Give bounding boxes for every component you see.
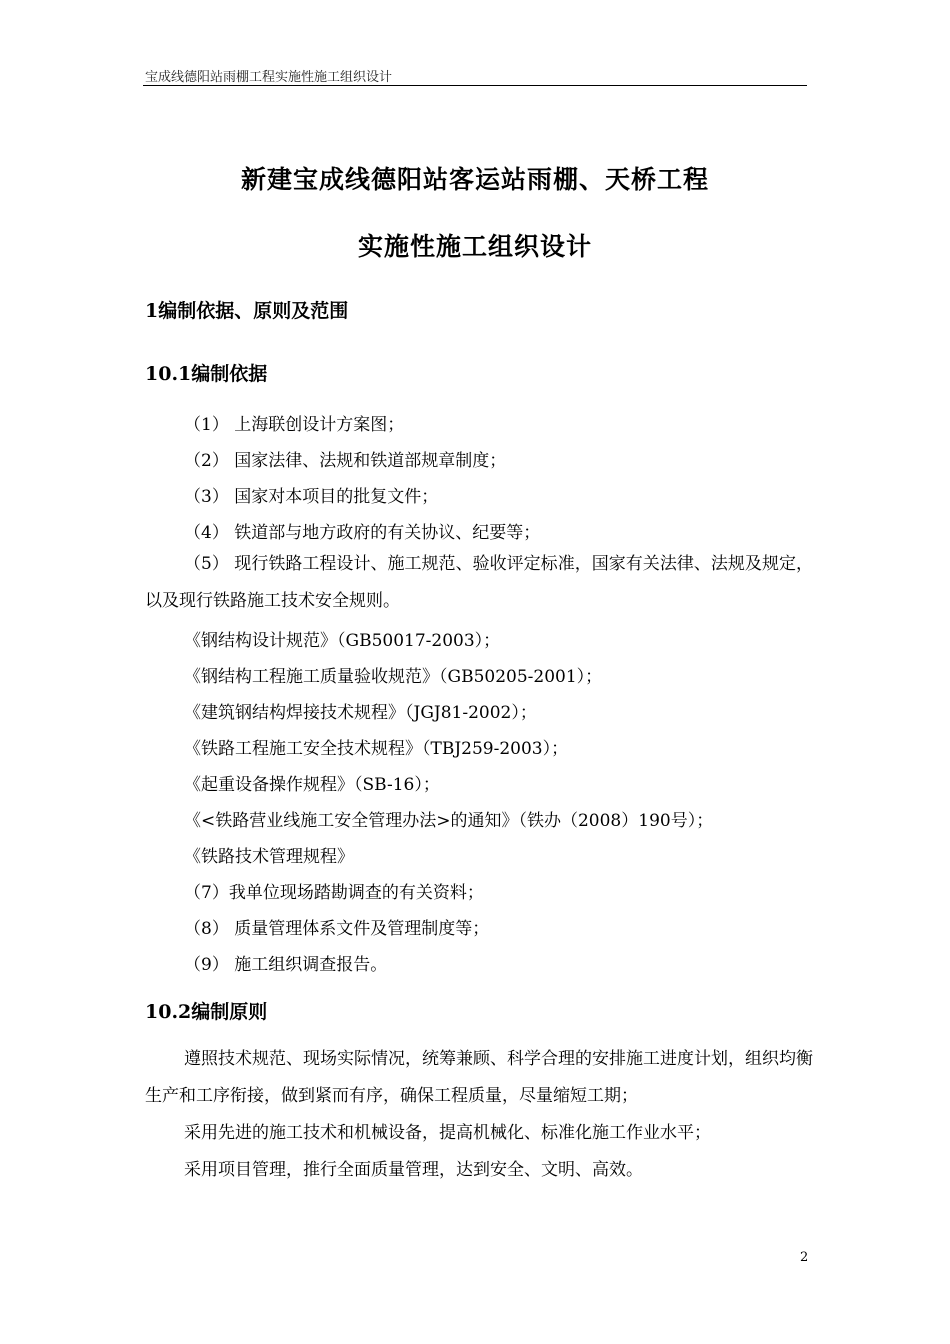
section-10-1-heading: 10.1编制依据 <box>145 363 268 385</box>
document-title-line2: 实施性施工组织设计 <box>357 232 592 261</box>
paragraph: 遵照技术规范、现场实际情况，统筹兼顾、科学合理的安排施工进度计划，组织均衡生产和工序衔接，做到紧而有序，确保工程质量，尽量缩短工期； <box>145 1049 813 1106</box>
document-title-line1: 新建宝成线德阳站客运站雨棚、天桥工程 <box>240 165 709 194</box>
list-item: （5） 现行铁路工程设计、施工规范、验收评定标准，国家有关法律、法规及规定，以及现行铁路施工技术安全规则。 <box>145 554 813 611</box>
list-item: （1） 上海联创设计方案图； <box>184 415 405 435</box>
list-item: （3） 国家对本项目的批复文件； <box>184 487 439 507</box>
section-10-2-heading: 10.2编制原则 <box>145 1001 268 1023</box>
list-item: 《钢结构设计规范》（GB50017-2003）； <box>184 631 501 651</box>
list-item: 《铁路技术管理规程》 <box>184 847 354 867</box>
list-item: （4） 铁道部与地方政府的有关协议、纪要等； <box>184 523 541 543</box>
list-item: （7）我单位现场踏勘调查的有关资料； <box>184 883 484 903</box>
list-item: 《钢结构工程施工质量验收规范》（GB50205-2001）； <box>184 667 603 687</box>
list-item: 《建筑钢结构焊接技术规程》（JGJ81-2002）； <box>184 703 537 723</box>
page-number: 2 <box>800 1250 809 1265</box>
list-item: 《<铁路营业线施工安全管理办法>的通知》（铁办（2008）190号）； <box>184 811 714 831</box>
list-item: （2） 国家法律、法规和铁道部规章制度； <box>184 451 507 471</box>
list-item: 《起重设备操作规程》（SB-16）； <box>184 775 440 795</box>
header-divider <box>143 85 807 86</box>
list-item: 《铁路工程施工安全技术规程》（TBJ259-2003）； <box>184 739 569 759</box>
section-1-heading: 1编制依据、原则及范围 <box>145 300 349 322</box>
list-item: （8） 质量管理体系文件及管理制度等； <box>184 919 490 939</box>
list-item: （9） 施工组织调查报告。 <box>184 955 388 975</box>
paragraph: 采用项目管理，推行全面质量管理，达到安全、文明、高效。 <box>184 1160 643 1180</box>
paragraph: 采用先进的施工技术和机械设备，提高机械化、标准化施工作业水平； <box>184 1123 711 1143</box>
header-title: 宝成线德阳站雨棚工程实施性施工组织设计 <box>145 70 393 85</box>
